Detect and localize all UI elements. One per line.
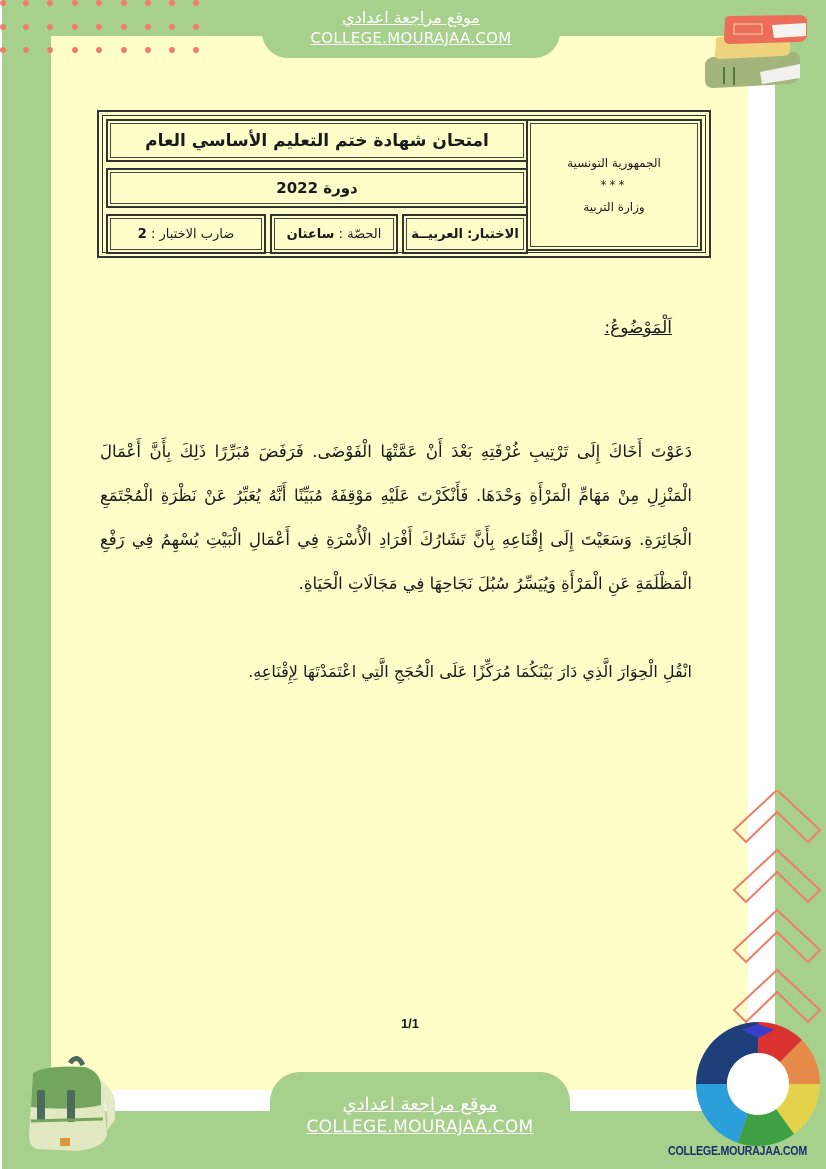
subject-label: الاختبار:	[467, 226, 519, 242]
subject-heading: اَلْمَوْضُوعُ:	[604, 318, 672, 338]
dot-grid-decoration	[0, 0, 210, 60]
education-ring-logo-icon	[694, 1020, 822, 1148]
books-icon	[700, 12, 815, 92]
subject-cell	[402, 214, 528, 254]
page-number: 1/1	[400, 1016, 420, 1031]
duration-value: ساعتان	[286, 226, 335, 242]
duration-label: الحصّة :	[338, 226, 382, 242]
chevron-up-icons	[732, 790, 822, 1040]
ministry-cell	[526, 119, 702, 251]
stars-separator: ***	[600, 178, 628, 192]
exam-header-table	[97, 110, 711, 258]
country-name: الجمهورية التونسية	[567, 156, 661, 170]
backpack-icon	[15, 1055, 115, 1155]
ministry-name: وزارة التربية	[583, 200, 645, 214]
site-banner-top[interactable]	[262, 0, 560, 58]
site-banner-bottom[interactable]	[270, 1072, 570, 1169]
site-domain-link[interactable]: COLLEGE.MOURAJAA.COM	[310, 29, 512, 47]
logo-caption: COLLEGE.MOURAJAA.COM	[668, 1143, 808, 1158]
site-name-arabic-bottom[interactable]: موقع مراجعة اعدادي	[342, 1094, 498, 1115]
coefficient-label: ضارب الاختبار :	[150, 226, 235, 242]
prompt-paragraph: دَعَوْتَ أَخَاكَ إِلَى تَرْتِيبِ غُرْفَتِهِ بَعْدَ أَنْ عَمَّتْهَا الْفَوْضَى. فَرَفَضَ مُبَرِّرًا ذَلِكَ بِأَنَّ أَعْمَالَ الْمَنْزِلِ مِنْ مَهَامِّ الْمَرْأَةِ وَحْدَهَا. فَأَنْكَرْتَ عَلَيْهِ مَوْقِفَهُ مُبَيِّنًا أَنَّهُ يُعَبِّرُ عَنْ نَظْرَةِ الْمُجْتَمَعِ الْجَائِرَةِ. وَسَعَيْتَ إِلَى إِقْنَاعِهِ بِأَنَّ تَشَارُكَ أَفْرَادِ الْأُسْرَةِ فِي أَعْمَالِ الْبَيْتِ يُسْهِمُ فِي رَفْعِ الْمَظْلَمَةِ عَنِ الْمَرْأَةِ وَيُيَسِّرُ سُبُلَ نَجَاحِهَا فِي مَجَالَاتِ الْحَيَاةِ.	[100, 442, 692, 593]
exam-session: دورة 2022	[106, 168, 528, 208]
site-domain-link-bottom[interactable]: COLLEGE.MOURAJAA.COM	[306, 1117, 534, 1137]
duration-cell	[270, 214, 398, 254]
exam-title: امتحان شهادة ختم التعليم الأساسي العام	[106, 119, 528, 162]
site-name-arabic[interactable]: موقع مراجعة اعدادي	[342, 8, 480, 27]
coefficient-value: 2	[137, 226, 147, 242]
task-instruction: انْقُلِ الْحِوَارَ الَّذِي دَارَ بَيْنَكُمَا مُرَكِّزًا عَلَى الْحُجَجِ الَّتِي اعْتَمَدْتَهَا لِإِقْنَاعِهِ.	[248, 662, 692, 681]
subject-value: العربيــة	[411, 226, 463, 242]
left-green-band	[2, 0, 51, 1169]
coefficient-cell	[106, 214, 266, 254]
